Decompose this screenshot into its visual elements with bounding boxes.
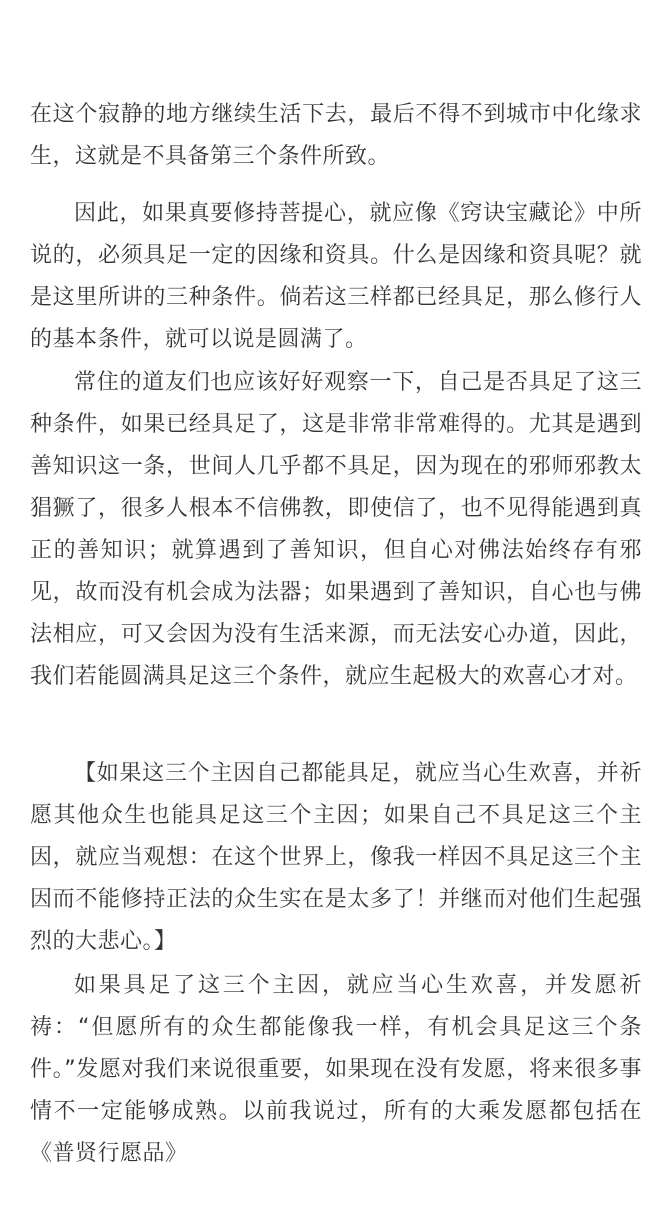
paragraph-3: 常住的道友们也应该好好观察一下，自己是否具足了这三种条件，如果已经具足了，这是非常非常难得的。尤其是遇到善知识这一条，世间人几乎都不具足，因为现在的邪师邪教太猖獗了，很多人根本不信佛教，即使信了，也不见得能遇到真正的善知识；就算遇到了善知识，但自心对佛法始终存有邪见，故而没有机会成为法器；如果遇到了善知识，自心也与佛法相应，可又会因为没有生活来源，而无法安心办道，因此，我们若能圆满具足这三个条件，就应生起极大的欢喜心才对。 <box>30 370 642 689</box>
quoted-root-text-paragraph: 【如果这三个主因自己都能具足，就应当心生欢喜，并祈愿其他众生也能具足这三个主因；如果自己不具足这三个主因，就应当观想：在这个世界上，像我一样因不具足这三个主因而不能修持正法的众生实在是太多了！并继而对他们生起强烈的大悲心。】 <box>30 761 642 954</box>
paragraph-2: 因此，如果真要修持菩提心，就应像《窍诀宝藏论》中所说的，必须具足一定的因缘和资具。什么是因缘和资具呢？就是这里所讲的三种条件。倘若这三样都已经具足，那么修行人的基本条件，就可以说是圆满了。 <box>30 201 642 352</box>
paragraph-5: 如果具足了这三个主因，就应当心生欢喜，并发愿祈祷：“但愿所有的众生都能像我一样，有机会具足这三个条件。”发愿对我们来说很重要，如果现在没有发愿，将来很多事情不一定能够成熟。以前我说过，所有的大乘发愿都包括在《普贤行愿品》 <box>30 973 642 1166</box>
paragraph-1: 在这个寂静的地方继续生活下去，最后不得不到城市中化缘求生，这就是不具备第三个条件所致。 <box>30 102 642 169</box>
